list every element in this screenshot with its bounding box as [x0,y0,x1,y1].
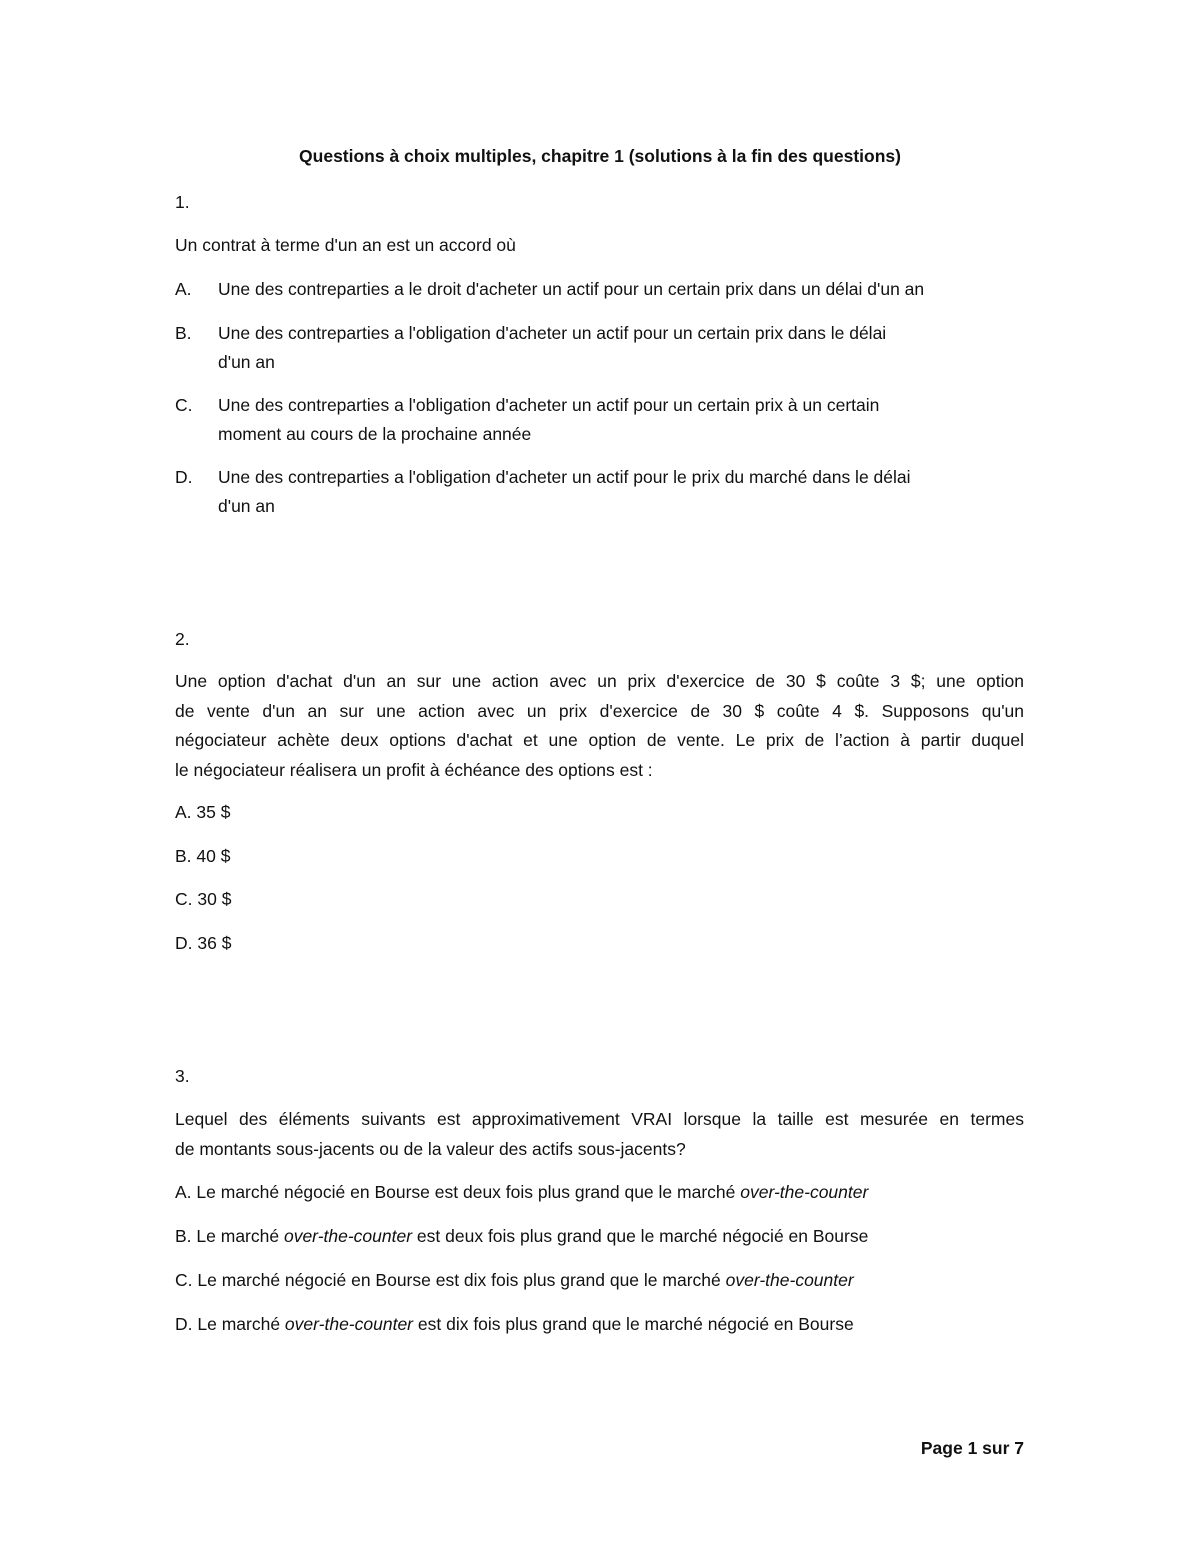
question-3-option-d-pre: Le marché [197,1314,285,1334]
question-3-option-c [175,1266,854,1294]
question-2-option-b [175,842,230,870]
question-3-option-b-italic: over-the-counter [283,1226,413,1246]
document-title: Questions à choix multiples, chapitre 1 (solutions à la fin des questions) [299,146,901,166]
question-2-option-d-text: 36 $ [197,933,232,953]
question-3-stem-line-1: Lequel des éléments suivants est approximativement VRAI lorsque la taille est mesurée en termes [175,1109,1024,1129]
question-2-stem-line-2: de vente d'un an sur une action avec un prix d'exercice de 30 $ coûte 4 $. Supposons qu'un [175,700,1024,721]
question-3-option-d-post: est dix fois plus grand que le marché négocié en Bourse [413,1314,854,1334]
question-1-option-c-text-line-1: Une des contreparties a l'obligation d'acheter un actif pour un certain prix à un certain [218,395,880,415]
question-1-option-b-letter: B. [175,323,192,343]
question-1-option-b-text-line-2: d'un an [218,352,275,372]
question-2-option-b-text: 40 $ [196,846,231,866]
question-2-number: 2. [175,629,190,649]
question-2-option-a-letter: A. [175,802,192,822]
question-2-option-a [175,798,230,826]
question-3-option-d [175,1310,854,1338]
question-1-option-d-text-line-2: d'un an [218,496,275,516]
question-1-number: 1. [175,192,190,212]
question-3-number: 3. [175,1066,190,1086]
question-3-stem [175,1105,1024,1164]
question-2-stem-line-4: le négociateur réalisera un profit à échéance des options est : [175,759,653,780]
question-3-option-a-letter: A. [175,1182,192,1202]
question-3-option-b [175,1222,868,1250]
question-2-option-b-letter: B. [175,846,192,866]
question-2-option-d-letter: D. [175,933,193,953]
question-3-option-a [175,1178,868,1206]
question-2-option-d [175,929,231,957]
question-3-option-b-pre: Le marché [196,1226,284,1246]
question-1-option-d-letter: D. [175,467,193,487]
question-1-stem: Un contrat à terme d'un an est un accord où [175,235,516,255]
question-1-option-b-text-line-1: Une des contreparties a l'obligation d'acheter un actif pour un certain prix dans le délai [218,323,887,343]
question-3-option-a-italic: over-the-counter [740,1182,869,1202]
question-2-stem-line-1: Une option d'achat d'un an sur une action avec un prix d'exercice de 30 $ coûte 3 $; une option [175,671,1024,691]
question-2-option-a-text: 35 $ [196,802,231,822]
question-3-option-b-letter: B. [175,1226,192,1246]
question-3-option-c-italic: over-the-counter [725,1270,854,1290]
question-2-option-c [175,885,231,913]
question-2-stem [175,667,1024,785]
question-1-option-a-text: Une des contreparties a le droit d'acheter un actif pour un certain prix dans un délai d'un an [218,279,925,299]
question-2-option-c-text: 30 $ [197,889,232,909]
question-2-stem-line-3: négociateur achète deux options d'achat et une option de vente. Le prix de l’action à partir duquel [175,730,1024,750]
question-3-option-b-post: est deux fois plus grand que le marché négocié en Bourse [412,1226,869,1246]
question-3-stem-line-2: de montants sous-jacents ou de la valeur des actifs sous-jacents? [175,1138,686,1159]
question-1-option-c-text-line-2: moment au cours de la prochaine année [218,424,532,444]
question-1-option-d-text-line-1: Une des contreparties a l'obligation d'acheter un actif pour le prix du marché dans le délai [218,467,911,487]
question-3-option-d-letter: D. [175,1314,193,1334]
question-1-option-a-letter: A. [175,279,192,299]
question-1-option-c-letter: C. [175,395,193,415]
question-3-option-c-pre: Le marché négocié en Bourse est dix fois plus grand que le marché [197,1270,726,1290]
question-3-option-d-italic: over-the-counter [284,1314,414,1334]
question-2-option-c-letter: C. [175,889,193,909]
question-3-option-a-pre: Le marché négocié en Bourse est deux fois plus grand que le marché [196,1182,741,1202]
page-number-footer: Page 1 sur 7 [920,1438,1024,1458]
question-3-option-c-letter: C. [175,1270,193,1290]
